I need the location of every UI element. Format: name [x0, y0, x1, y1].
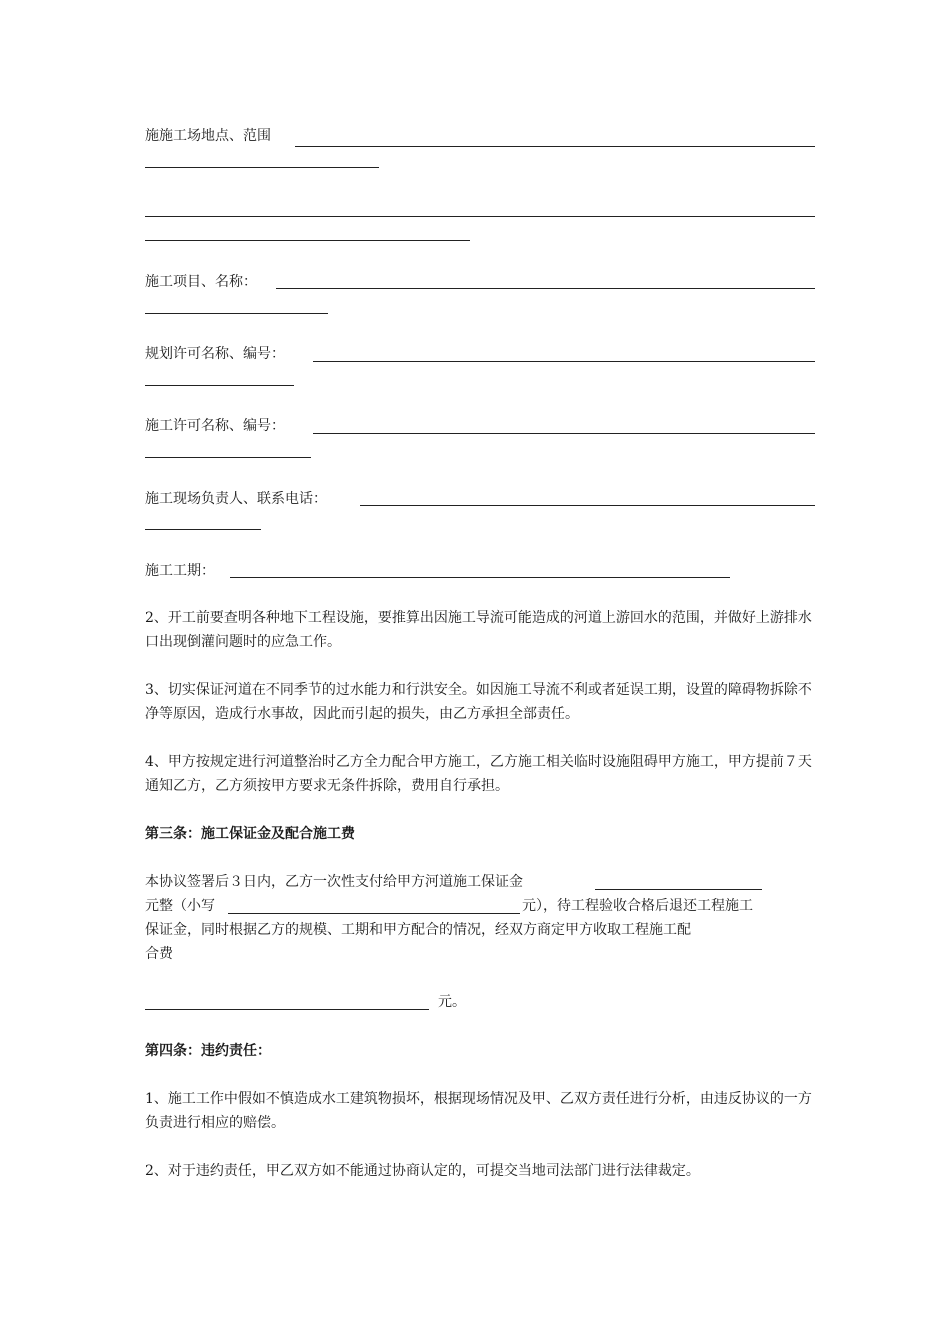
construction-permit-label: 施工许可名称、编号： — [145, 418, 285, 434]
clause4-item-1: 1、施工工作中假如不慎造成水工建筑物损坏，根据现场情况及甲、乙双方责任进行分析，由违反协议的一方负责进行相应的赔偿。 — [145, 1091, 812, 1131]
construction-permit-blank-2 — [145, 457, 311, 458]
site-manager-blank-1 — [360, 505, 815, 506]
site-manager-blank-2 — [145, 529, 261, 530]
site-location-blank-4 — [145, 240, 470, 241]
clause3-line3: 保证金，同时根据乙方的规模、工期和甲方配合的情况，经双方商定甲方收取工程施工配 — [145, 922, 691, 938]
project-name-blank-2 — [145, 313, 328, 314]
clause2-item-4: 4、甲方按规定进行河道整治时乙方全力配合甲方施工，乙方施工相关临时设施阻碍甲方施工，甲方提前７天通知乙方，乙方须按甲方要求无条件拆除，费用自行承担。 — [145, 754, 812, 794]
clause2-item-3: 3、切实保证河道在不同季节的过水能力和行洪安全。如因施工导流不利或者延误工期，设置的障碍物拆除不净等原因，造成行水事故，因此而引起的损失，由乙方承担全部责任。 — [145, 682, 812, 722]
period-blank — [230, 577, 730, 578]
planning-permit-blank-2 — [145, 385, 294, 386]
clause4-heading: 第四条：违约责任： — [145, 1043, 271, 1059]
clause3-heading: 第三条：施工保证金及配合施工费 — [145, 826, 355, 842]
construction-permit-blank-1 — [313, 433, 815, 434]
project-name-label: 施工项目、名称： — [145, 274, 257, 290]
site-location-blank-3 — [145, 216, 815, 217]
clause3-line4: 合费 — [145, 946, 173, 962]
planning-permit-blank-1 — [313, 361, 815, 362]
clause3-line2-suffix: 元），待工程验收合格后退还工程施工 — [522, 898, 753, 914]
clause2-item-2: 2、开工前要查明各种地下工程设施，要推算出因施工导流可能造成的河道上游回水的范围，并做好上游排水口出现倒灌问题时的应急工作。 — [145, 610, 812, 650]
site-manager-label: 施工现场负责人、联系电话： — [145, 491, 327, 507]
planning-permit-label: 规划许可名称、编号： — [145, 346, 285, 362]
clause3-line5-suffix: 元。 — [438, 994, 466, 1010]
deposit-lowercase-blank — [228, 913, 520, 914]
site-location-label: 施施工场地点、范围 — [145, 128, 271, 144]
clause3-line2-prefix: 元整（小写 — [145, 898, 215, 914]
clause4-item-2: 2、对于违约责任，甲乙双方如不能通过协商认定的，可提交当地司法部门进行法律裁定。 — [145, 1163, 700, 1179]
deposit-amount-blank — [595, 889, 762, 890]
project-name-blank-1 — [276, 288, 815, 289]
site-location-blank-1 — [295, 146, 815, 147]
period-label: 施工工期： — [145, 563, 215, 579]
clause3-line1: 本协议签署后３日内，乙方一次性支付给甲方河道施工保证金 — [145, 874, 523, 890]
coordination-fee-blank — [145, 1009, 429, 1010]
site-location-blank-2 — [145, 167, 379, 168]
